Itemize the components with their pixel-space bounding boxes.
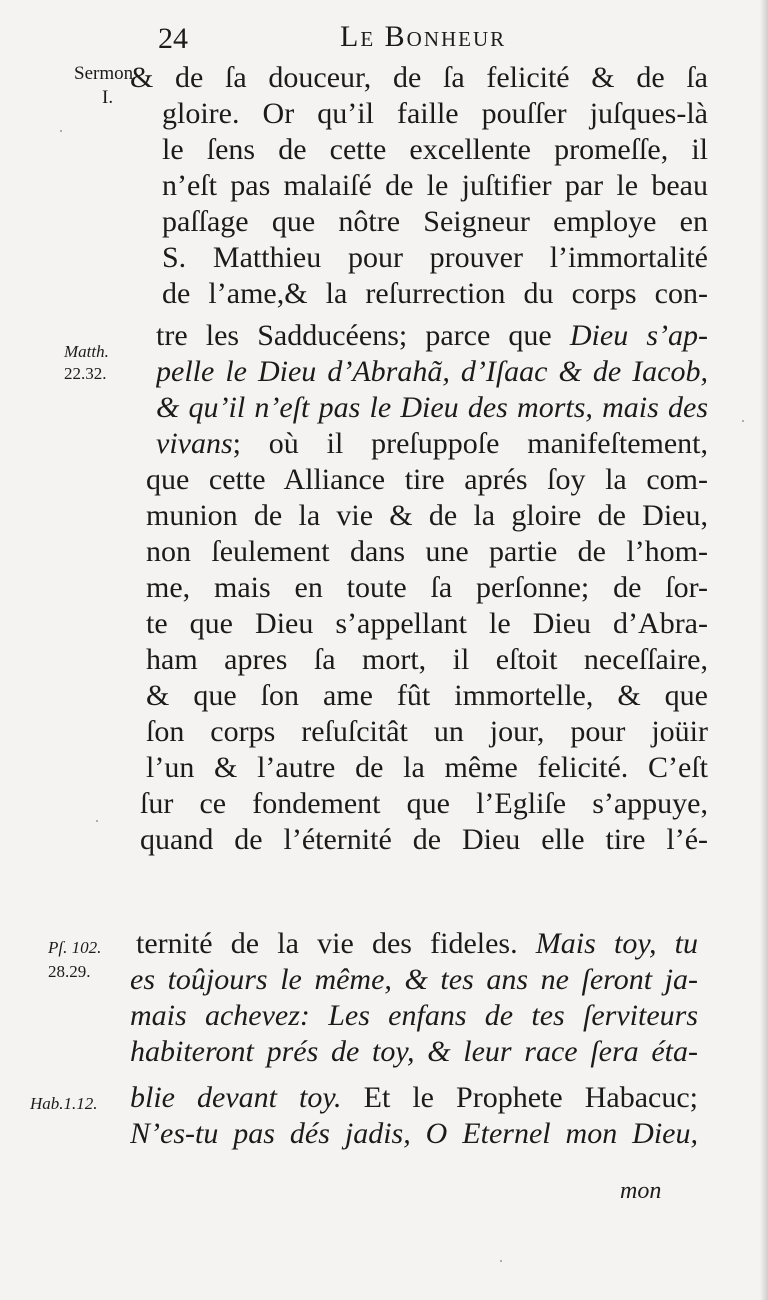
- text-line: [156, 426, 708, 464]
- paper-speck: [742, 420, 744, 422]
- text-line: n’eſt pas malaiſé de le juſtifier par le beau: [162, 169, 708, 202]
- scripture-quote-line: N’es-tu pas dés jadis, O Eternel mon Dieu,: [130, 1117, 698, 1150]
- text-line: de l’ame,& la reſurrection du corps con-: [162, 277, 708, 310]
- running-head: Le Bonheur: [340, 20, 507, 53]
- text-line: ham apres ſa mort, il eſtoit neceſſaire,: [146, 643, 708, 676]
- paper-speck: [60, 130, 62, 132]
- scripture-quote: Mais toy, tu: [535, 927, 698, 960]
- text-line: ſur ce fondement que l’Egliſe s’appuye,: [140, 787, 708, 820]
- text-line: ſon corps reſuſcitât un jour, pour joüir: [146, 715, 708, 748]
- page-header: [0, 20, 768, 64]
- text-line: [156, 318, 708, 356]
- text-segment: tre les Sadducéens; parce que: [156, 319, 552, 352]
- text-line: [136, 926, 698, 964]
- margin-note-psalm-verse: 28.29.: [48, 962, 91, 981]
- page-edge-shadow: [760, 0, 768, 1300]
- text-line: [130, 1080, 698, 1118]
- scripture-quote-line: es toûjours le même, & tes ans ne ſeront ja-: [130, 963, 698, 996]
- margin-note-psalm: Pſ. 102.: [48, 938, 102, 957]
- scripture-quote-line: pelle le Dieu d’Abrahã, d’Iſaac & de Iacob,: [156, 355, 708, 388]
- scripture-quote: vivans: [156, 427, 233, 460]
- text-line: non ſeulement dans une partie de l’hom-: [146, 535, 708, 568]
- margin-note-sermon-number: I.: [102, 87, 114, 108]
- text-line: te que Dieu s’appellant le Dieu d’Abra-: [146, 607, 708, 640]
- scripture-quote-line: habiteront prés de toy, & leur race ſera éta-: [130, 1035, 698, 1068]
- margin-note-sermon: Sermon: [74, 63, 134, 84]
- text-line: & que ſon ame fût immortelle, & que: [146, 679, 708, 712]
- text-line: munion de la vie & de la gloire de Dieu,: [146, 499, 708, 532]
- text-line: paſſage que nôtre Seigneur employe en: [162, 205, 708, 238]
- text-line: & de ſa douceur, de ſa felicité & de ſa: [130, 61, 708, 94]
- scripture-quote-line: mais achevez: Les enfans de tes ſerviteurs: [130, 999, 698, 1032]
- text-line: S. Matthieu pour prouver l’immortalité: [162, 241, 708, 274]
- margin-note-matth-verse: 22.32.: [64, 364, 107, 383]
- margin-note-matth: Matth.: [64, 342, 109, 361]
- scripture-quote: Dieu s’ap-: [569, 319, 708, 352]
- text-segment: ; où il preſuppoſe manifeſtement,: [232, 427, 708, 460]
- paper-speck: [96, 820, 98, 822]
- text-line: gloire. Or qu’il faille pouſſer juſques-là: [162, 97, 708, 130]
- text-line: le ſens de cette excellente promeſſe, il: [162, 133, 708, 166]
- scripture-quote-line: & qu’il n’eſt pas le Dieu des morts, mais des: [156, 391, 708, 424]
- text-segment: ternité de la vie des fideles.: [136, 927, 518, 960]
- margin-note-habacuc: Hab.1.12.: [30, 1094, 98, 1113]
- paper-speck: [500, 1260, 502, 1262]
- text-line: que cette Alliance tire aprés ſoy la com-: [146, 463, 708, 496]
- text-segment: Et le Prophete Habacuc;: [363, 1081, 698, 1114]
- catchword: mon: [620, 1178, 662, 1204]
- page-number: 24: [158, 22, 188, 55]
- scripture-quote: blie devant toy.: [130, 1081, 342, 1114]
- text-line: me, mais en toute ſa perſonne; de ſor-: [146, 571, 708, 604]
- text-line: l’un & l’autre de la même felicité. C’eſt: [146, 751, 708, 784]
- text-line: quand de l’éternité de Dieu elle tire l’é-: [140, 823, 708, 856]
